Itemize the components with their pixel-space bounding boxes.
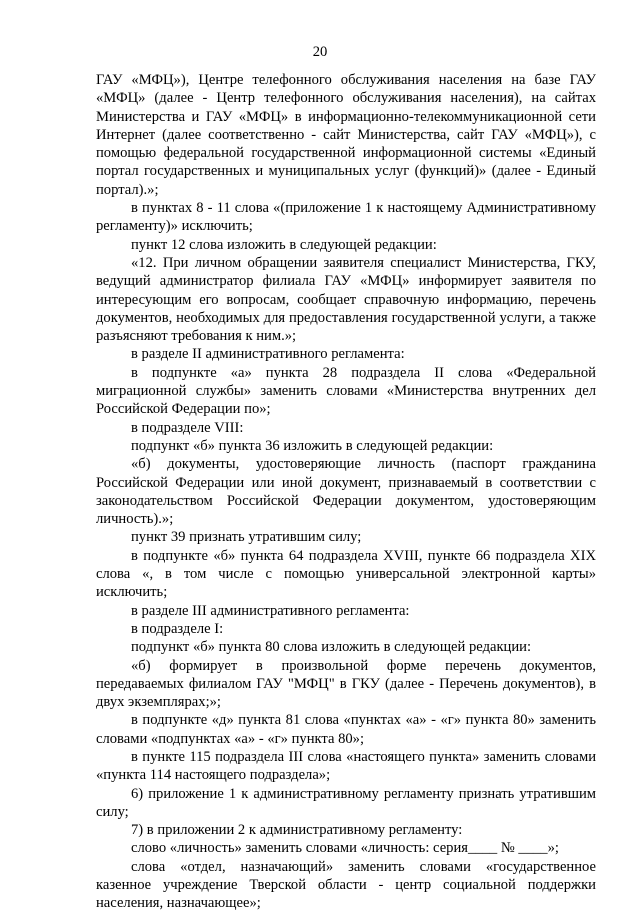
- paragraph-4: «12. При личном обращении заявителя специалист Министерства, ГКУ, ведущий администратор филиала ГАУ «МФЦ» информирует заявителя по интересующим его вопросам, сообщает справочную информацию, перечень документов, необходимых для предоставления государственной услуги, а также разъясняют требования к ним.»;: [96, 254, 596, 345]
- paragraph-14: подпункт «б» пункта 80 слова изложить в следующей редакции:: [131, 639, 532, 656]
- document-body: [96, 71, 596, 913]
- paragraph-21: слова «отдел, назначающий» заменить словами «государственное казенное учреждение Тверской области - центр социальной поддержки населения, назначающее»;: [96, 858, 596, 912]
- paragraph-1: ГАУ «МФЦ»), Центре телефонного обслуживания населения на базе ГАУ «МФЦ» (далее - Центр телефонного обслуживания населения), на сайтах Министерства и ГАУ «МФЦ» в информационно-телекоммуникационной сети Интернет (далее соответственно - сайт Министерства, сайт ГАУ «МФЦ»), с помощью федеральной государственной информационной системы «Единый портал государственных и муниципальных услуг (функций)» (далее - Единый портал).»;: [96, 72, 596, 198]
- paragraph-20: слово «личность» заменить словами «личность: серия____ № ____»;: [131, 840, 559, 857]
- paragraph-13: в подразделе I:: [131, 620, 224, 637]
- paragraph-10: пункт 39 признать утратившим силу;: [131, 529, 362, 546]
- paragraph-19: 7) в приложении 2 к административному регламенту:: [131, 822, 463, 839]
- paragraph-11: в подпункте «б» пункта 64 подраздела XVIII, пункте 66 подраздела XIX слова «, в том числе с помощью универсальной электронной карты» исключить;: [96, 547, 596, 601]
- paragraph-17: в пункте 115 подраздела III слова «настоящего пункта» заменить словами «пункта 114 настоящего подраздела»;: [96, 748, 596, 784]
- paragraph-8: подпункт «б» пункта 36 изложить в следующей редакции:: [131, 437, 494, 454]
- paragraph-16: в подпункте «д» пункта 81 слова «пунктах «а» - «г» пункта 80» заменить словами «подпунктах «а» - «г» пункта 80»;: [96, 712, 596, 747]
- paragraph-7: в подразделе VIII:: [131, 419, 244, 436]
- paragraph-2: в пунктах 8 - 11 слова «(приложение 1 к настоящему Административному регламенту)» исключить;: [96, 200, 596, 235]
- paragraph-5: в разделе II административного регламента:: [131, 346, 405, 363]
- paragraph-18: 6) приложение 1 к административному регламенту признать утратившим силу;: [96, 785, 596, 820]
- paragraph-6: в подпункте «а» пункта 28 подраздела II слова «Федеральной миграционной службы» заменить словами «Министерства внутренних дел Российской Федерации по»;: [96, 364, 596, 418]
- paragraph-15: «б) формирует в произвольной форме перечень документов, передаваемых филиалом ГАУ "МФЦ" в ГКУ (далее - Перечень документов), в двух экземплярах;»;: [96, 657, 596, 711]
- paragraph-3: пункт 12 слова изложить в следующей редакции:: [131, 236, 437, 253]
- paragraph-12: в разделе III административного регламента:: [131, 602, 410, 619]
- paragraph-9: «б) документы, удостоверяющие личность (паспорт гражданина Российской Федерации или иной документ, признаваемый в соответствии с законодательством Российской Федерации документом, удостоверяющим личность).»;: [96, 456, 596, 528]
- page-number: 20: [312, 44, 328, 60]
